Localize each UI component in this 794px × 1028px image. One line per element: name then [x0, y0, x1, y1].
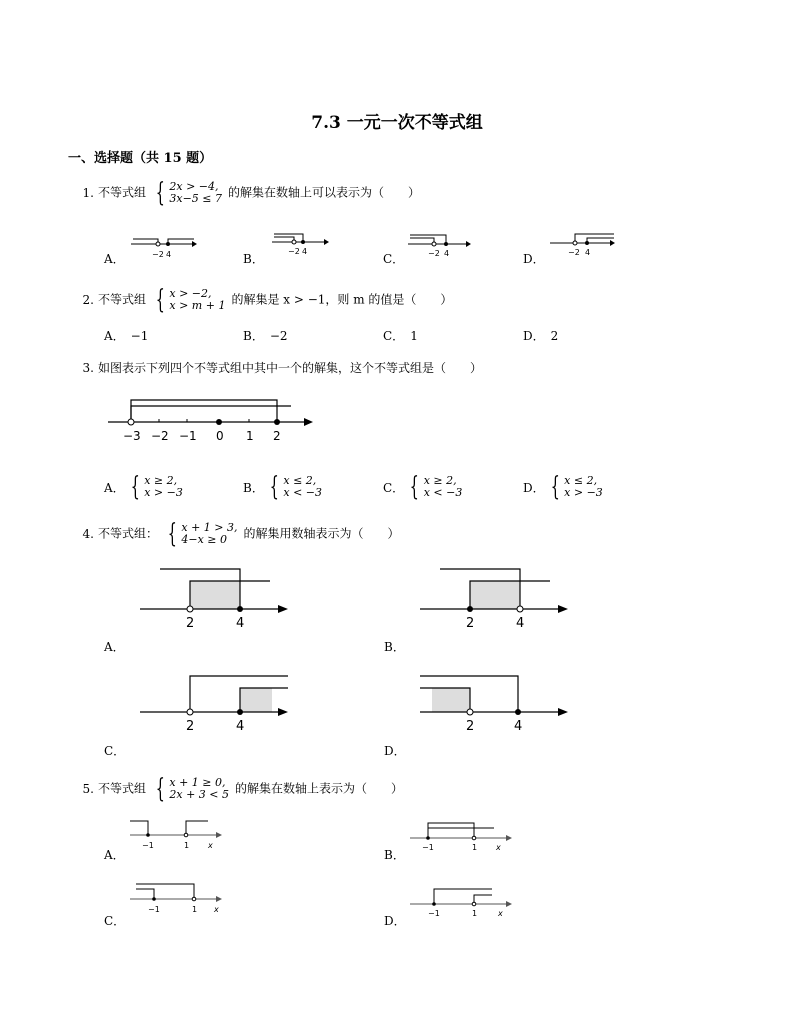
option-d[interactable]: D． { x ≤ 2, x > −3 — [523, 472, 603, 502]
tick-label: −1 — [428, 909, 440, 918]
question-stem: 如图表示下列四个不等式组中其中一个的解集，这个不等式组是（ ） — [98, 361, 483, 375]
tick-label: 4 — [585, 248, 591, 257]
option-a[interactable]: A． — [104, 848, 125, 862]
question-stem: 不等式组 — [98, 292, 147, 307]
option-d[interactable]: D． — [384, 914, 406, 928]
tick-label: −1 — [148, 905, 160, 914]
tick-label: −1 — [422, 843, 434, 852]
section-heading: 一、选择题（共 15 题） — [68, 151, 213, 166]
tick-label: 2 — [466, 719, 475, 734]
question-number: 2. — [82, 292, 94, 307]
tick-label: −3 — [123, 429, 141, 443]
option-c-number-line — [406, 230, 476, 260]
tick-label: −1 — [142, 841, 154, 850]
tick-label: 4 — [516, 616, 525, 631]
question-number: 5. — [82, 781, 94, 796]
option-b[interactable]: B． { x ≤ 2, x < −3 — [243, 472, 323, 502]
option-d[interactable]: D． — [523, 252, 545, 266]
option-d[interactable]: D． — [384, 744, 406, 758]
tick-label: 4 — [236, 719, 245, 734]
question-stem-tail: 的解集是 x > −1，则 m 的值是（ ） — [231, 292, 453, 307]
tick-label: 0 — [216, 429, 224, 443]
option-a[interactable]: A． — [104, 640, 125, 654]
axis-label: x — [496, 843, 501, 852]
question-4 — [80, 521, 400, 547]
tick-label: −2 — [152, 250, 164, 259]
q5-option-c-number-line — [128, 877, 228, 915]
tick-label: 1 — [192, 905, 198, 914]
question-stem-tail: 的解集在数轴上表示为（ ） — [235, 781, 404, 796]
tick-label: 1 — [184, 841, 190, 850]
option-c[interactable]: C． { x ≥ 2, x < −3 — [383, 472, 463, 502]
question-2 — [80, 287, 452, 313]
axis-label: x — [208, 841, 213, 850]
question-number: 1. — [82, 185, 94, 200]
option-c[interactable]: C． — [104, 914, 126, 928]
option-b[interactable]: B． — [384, 640, 405, 654]
inequality-system: { x ≥ 2, x > −3 — [130, 472, 183, 502]
tick-label: 4 — [444, 249, 450, 258]
tick-label: 4 — [514, 719, 523, 734]
question-number: 4. — [82, 526, 94, 541]
option-c[interactable]: C． — [383, 252, 405, 266]
option-d-number-line — [548, 226, 618, 258]
tick-label: 2 — [466, 616, 475, 631]
question-stem: 不等式组 — [98, 781, 147, 796]
axis-label: x — [498, 909, 503, 918]
option-a[interactable]: A． — [104, 252, 125, 266]
tick-label: 2 — [273, 429, 281, 443]
tick-label: 2 — [186, 719, 195, 734]
axis-label: x — [214, 905, 219, 914]
q4-option-d-number-line — [418, 670, 574, 736]
option-c[interactable]: C． — [104, 744, 126, 758]
option-a[interactable]: A． { x ≥ 2, x > −3 — [104, 472, 183, 502]
tick-label: 4 — [166, 250, 172, 259]
q5-option-a-number-line — [128, 815, 228, 853]
option-b-number-line — [270, 230, 340, 260]
question-stem: 不等式组 — [98, 185, 147, 200]
option-a-number-line — [128, 230, 198, 264]
tick-label: 1 — [472, 909, 478, 918]
inequality-system: { x + 1 ≥ 0, 2x + 3 < 5 — [155, 774, 230, 804]
q5-option-d-number-line — [408, 880, 518, 918]
page-title: 7.3 一元一次不等式组 — [311, 113, 483, 133]
inequality-system: { x ≤ 2, x < −3 — [269, 472, 323, 502]
tick-label: 4 — [302, 247, 308, 256]
tick-label: 4 — [236, 616, 245, 631]
option-b[interactable]: B． −2 — [243, 329, 288, 343]
inequality-system: { x > −2, x > m + 1 — [155, 285, 226, 315]
question-stem: 不等式组： — [98, 526, 159, 541]
q4-option-c-number-line — [138, 670, 294, 736]
q3-number-line — [104, 395, 318, 447]
q4-option-b-number-line — [418, 563, 574, 633]
question-1 — [80, 180, 420, 206]
tick-label: −2 — [428, 249, 440, 258]
question-number: 3. — [82, 361, 94, 375]
q4-option-a-number-line — [138, 563, 294, 633]
inequality-system: { x ≤ 2, x > −3 — [550, 472, 603, 502]
option-b[interactable]: B． — [243, 252, 264, 266]
question-3 — [80, 360, 482, 376]
option-d[interactable]: D． 2 — [523, 329, 559, 343]
tick-label: −1 — [179, 429, 197, 443]
tick-label: −2 — [288, 247, 300, 256]
question-stem-tail: 的解集在数轴上可以表示为（ ） — [228, 185, 421, 200]
tick-label: 1 — [472, 843, 478, 852]
option-b[interactable]: B． — [384, 848, 405, 862]
inequality-system: { 2x > −4, 3x−5 ≤ 7 — [155, 178, 223, 208]
option-a[interactable]: A． −1 — [104, 329, 149, 343]
tick-label: 2 — [186, 616, 195, 631]
inequality-system: { x ≥ 2, x < −3 — [409, 472, 463, 502]
tick-label: 1 — [246, 429, 254, 443]
option-c[interactable]: C． 1 — [383, 329, 418, 343]
question-stem-tail: 的解集用数轴表示为（ ） — [243, 526, 400, 541]
tick-label: −2 — [568, 248, 580, 257]
question-5 — [80, 776, 403, 802]
q5-option-b-number-line — [408, 815, 518, 853]
tick-label: −2 — [151, 429, 169, 443]
inequality-system: { x + 1 > 3, 4−x ≥ 0 — [167, 519, 238, 549]
